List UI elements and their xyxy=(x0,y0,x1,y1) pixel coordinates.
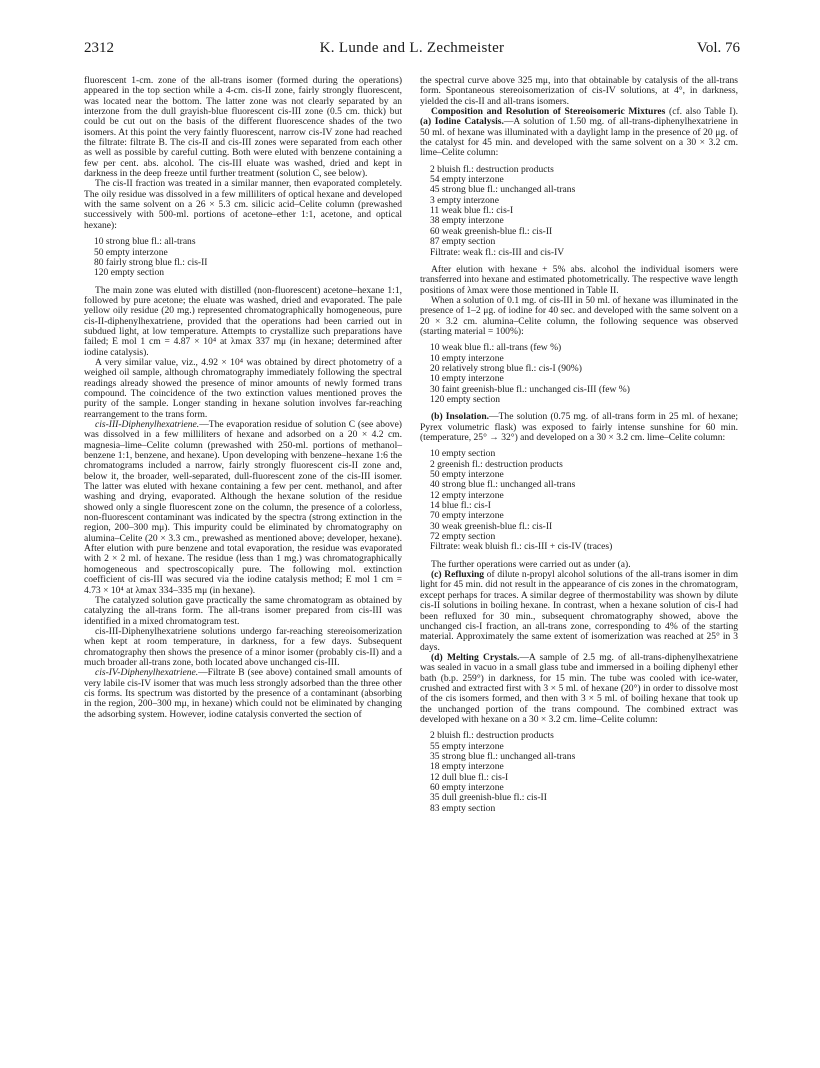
list-item: 2 greenish fl.: destruction products xyxy=(430,458,563,470)
subsection-heading: (c) Refluxing xyxy=(431,569,485,581)
section-heading: cis-IV-Diphenylhexatriene. xyxy=(95,667,199,679)
list-item: 50 empty interzone xyxy=(94,246,168,258)
list-item: 38 empty interzone xyxy=(430,215,504,227)
list-item: 120 empty section xyxy=(430,393,500,405)
list-item: 83 empty section xyxy=(430,802,496,814)
chromatogram-list xyxy=(94,237,402,278)
paragraph: cis-III-Diphenylhexatriene solutions undergo far-reaching stereoisomerization when kept at room temperature, in darkness, for a few days. Subsequent chromatography then shows the presence of a minor isomer (probably cis-II) and a much broader all-trans zone, both located above unchanged cis-III. xyxy=(84,625,402,668)
paragraph-text: —A sample of 2.5 mg. of all-trans-diphenylhexatriene was sealed in vacuo in a small glass tube and immersed in a boiling diphenyl ether bath (b.p. 259°) in darkness, for 15 min. The tube was cooled with ice-water, crushed and extracted first with 3 × 5 ml. of hexane (20°) in order to dissolve most of the cis isomers formed, and then with 3 × 5 ml. of boiling hexane that took up the unchanged portion of the trans compound. The combined extract was developed with hexane on a 30 × 3.2 cm. lime–Celite column: xyxy=(420,651,738,725)
list-item: 54 empty interzone xyxy=(430,174,504,186)
list-item: 12 empty interzone xyxy=(430,489,504,501)
list-item: 45 strong blue fl.: unchanged all-trans xyxy=(430,184,576,196)
list-item: 55 empty interzone xyxy=(430,740,504,752)
list-item: 87 empty section xyxy=(430,236,496,248)
subsection-heading: (d) Melting Crystals. xyxy=(431,651,520,663)
list-item: 35 dull greenish-blue fl.: cis-II xyxy=(430,792,547,804)
list-item: 60 weak greenish-blue fl.: cis-II xyxy=(430,225,553,237)
list-item: 18 empty interzone xyxy=(430,761,504,773)
chromatogram-list xyxy=(430,731,738,814)
subsection-heading: (a) Iodine Catalysis. xyxy=(420,116,504,128)
paragraph: The further operations were carried out as under (a). xyxy=(431,558,631,570)
running-head-authors: K. Lunde and L. Zechmeister xyxy=(319,40,505,56)
list-item: 10 strong blue fl.: all-trans xyxy=(94,236,196,248)
list-item: Filtrate: weak fl.: cis-III and cis-IV xyxy=(430,246,565,258)
page-header xyxy=(84,40,740,62)
list-item: 72 empty section xyxy=(430,531,496,543)
list-item: 10 empty interzone xyxy=(430,373,504,385)
chromatogram-list xyxy=(430,449,738,552)
list-item: 80 fairly strong blue fl.: cis-II xyxy=(94,256,208,268)
paragraph: A very similar value, viz., 4.92 × 10⁴ was obtained by direct photometry of a weighed oil sample, although chromatography immediately following the spectral readings already showed the presence of minor amounts of newly formed trans compound. The coincidence of the two extinction values mentioned proves the purity of the sample. Longer standing in hexane solution involves far-reaching rearrangement to the trans form. xyxy=(84,356,402,420)
list-item: 50 empty interzone xyxy=(430,469,504,481)
paragraph-text: —A solution of 1.50 mg. of all-trans-diphenylhexatriene in 50 ml. of hexane was illuminated with a daylight lamp in the presence of 20 μg. of the catalyst for 45 min. and developed with the same solvent on a 30 × 3.2 cm. lime–Celite column: xyxy=(420,116,738,159)
paragraph xyxy=(420,653,738,725)
list-item: 14 blue fl.: cis-I xyxy=(430,500,491,512)
list-item: 10 weak blue fl.: all-trans (few %) xyxy=(430,342,562,354)
paragraph-text: —Filtrate B (see above) contained small amounts of very labile cis-IV isomer that was much less strongly adsorbed than the three other cis forms. Its spectrum was distorted by the presence of a contaminant (absorbing in the region, 200–300 mμ, in hexane) which could not be eliminated by changing the adsorbing system. However, iodine catalysis converted the section of xyxy=(84,667,402,720)
paragraph-text: of dilute n-propyl alcohol solutions of the all-trans isomer in dim light for 45 min. did not result in the appearance of cis zones in the chromatogram, except perhaps for traces. A similar degree of thermostability was shown by dilute cis-II solutions in boiling hexane. In contrast, when a hexane solution of cis-I had been refluxed for 30 min., subsequent chromatography showed, above the unchanged cis-I fraction, an all-trans zone, corresponding to 4% of the starting material. Approximately the same extent of isomerization was reached at 25° in 3 days. xyxy=(420,569,738,653)
subsection-heading: (b) Insolation. xyxy=(431,411,490,423)
list-item: Filtrate: weak bluish fl.: cis-III + cis-IV (traces) xyxy=(430,541,613,553)
list-item: 70 empty interzone xyxy=(430,510,504,522)
paragraph: the spectral curve above 325 mμ, into that obtainable by catalysis of the all-trans form. Spontaneous stereoisomerization of cis-IV solutions, at 4°, in darkness, yielded the cis-II and all-trans isomers. xyxy=(420,75,738,107)
list-item: 20 relatively strong blue fl.: cis-I (90%) xyxy=(430,362,582,374)
paragraph xyxy=(420,412,738,443)
list-item: 30 weak greenish-blue fl.: cis-II xyxy=(430,520,553,532)
list-item: 40 strong blue fl.: unchanged all-trans xyxy=(430,479,576,491)
paragraph xyxy=(420,107,738,159)
left-column xyxy=(84,76,402,720)
section-heading: Composition and Resolution of Stereoisomeric Mixtures xyxy=(431,106,666,118)
paragraph xyxy=(84,420,402,596)
paragraph xyxy=(84,668,402,720)
paragraph: When a solution of 0.1 mg. of cis-III in 50 ml. of hexane was illuminated in the presence of 1–2 μg. of iodine for 40 sec. and developed with the same solvent on a 20 × 3.2 cm. alumina–Celite column, the following sequence was observed (starting material = 100%): xyxy=(420,294,738,337)
list-item: 12 dull blue fl.: cis-I xyxy=(430,771,509,783)
volume-number: Vol. 76 xyxy=(696,40,740,56)
list-item: 2 bluish fl.: destruction products xyxy=(430,163,554,175)
paragraph: The cis-II fraction was treated in a similar manner, then evaporated completely. The oily residue was dissolved in a few milliliters of optical hexane and developed with the same solvent on a 26 × 5.3 cm. silicic acid–Celite column (prewashed successively with 500-ml. portions of acetone–ether 1:1, acetone, and optical hexane): xyxy=(84,178,402,231)
paragraph-text: —The solution (0.75 mg. of all-trans form in 25 ml. of hexane; Pyrex volumetric flask) was exposed to fairly intense sunshine for 60 min. (temperature, 25° → 32°) and developed on a 30 × 3.2 cm. lime–Celite column: xyxy=(420,411,739,443)
list-item: 11 weak blue fl.: cis-I xyxy=(430,205,514,217)
list-item: 3 empty interzone xyxy=(430,194,499,206)
paragraph-text: —The evaporation residue of solution C (see above) was dissolved in a few milliliters of hexane and adsorbed on a 20 × 4.2 cm. magnesia–lime–Celite column (prewashed with 250-ml. portions of methanol–benzene 1:1, benzene, and hexane). Upon developing with benzene–hexane 1:6 the chromatograms included a narrow, fairly strongly fluorescent cis-II zone and, below it, the broader, well-separated, dull-fluorescent zone of the cis-III isomer. The latter was eluted with hexane containing a few per cent. methanol, and after washing and drying, evaporated. Although the hexane solution of the residue showed only a single fluorescent zone on the column, the presence of a colorless, non-fluorescent contaminant was indicated by the spectra (strong extinction in the region, 200–300 mμ). This impurity could be eliminated by chromatography on alumina–Celite (20 × 3.3 cm., prewashed as mentioned above; developer, hexane). After elution with pure benzene and total evaporation, the residue was evaporated with 2 × 2 ml. of hexane. The residue (less than 1 mg.) was chromatographically homogeneous and spectroscopically pure. The following mol. extinction coefficient of cis-III was secured via the iodine catalysis method; E mol 1 cm = 4.73 × 10⁴ at λmax 334–335 mμ (in hexane). xyxy=(84,419,402,596)
list-item: 10 empty section xyxy=(430,448,496,460)
list-item: 30 faint greenish-blue fl.: unchanged cis-III (few %) xyxy=(430,383,630,395)
section-heading: cis-III-Diphenylhexatriene. xyxy=(95,419,200,430)
paragraph: The catalyzed solution gave practically the same chromatogram as obtained by catalyzing the all-trans form. The all-trans isomer prepared from cis-III was identified in a mixed chromatogram test. xyxy=(84,594,402,627)
list-item: 2 bluish fl.: destruction products xyxy=(430,730,554,742)
list-item: 35 strong blue fl.: unchanged all-trans xyxy=(430,750,576,762)
chromatogram-list xyxy=(430,343,738,405)
list-item: 120 empty section xyxy=(94,267,164,279)
list-item: 10 empty interzone xyxy=(430,352,504,364)
paragraph: After elution with hexane + 5% abs. alcohol the individual isomers were transferred into hexane and estimated photometrically. The respective wave length positions of λmax were those mentioned in Table II. xyxy=(420,263,738,296)
paragraph xyxy=(420,570,738,653)
list-item: 60 empty interzone xyxy=(430,782,504,793)
page-number: 2312 xyxy=(84,40,114,56)
paragraph: The main zone was eluted with distilled (non-fluorescent) acetone–hexane 1:1, followed by pure acetone; the eluate was washed, dried and evaporated. The pale yellow oily residue (20 mg.) represented chromatographically homogeneous, pure cis-II-diphenylhexatriene, provided that the operations had been carried out in subdued light, at low temperature. Attempts to crystallize such preparations have failed; E mol 1 cm = 4.87 × 10⁴ at λmax 337 mμ (in hexane; determined after iodine catalysis). xyxy=(84,284,402,358)
chromatogram-list xyxy=(430,165,738,258)
right-column xyxy=(420,76,738,821)
paragraph: fluorescent 1-cm. zone of the all-trans isomer (formed during the operations) appeared in the top section while a 4-cm. cis-II zone, fairly strongly fluorescent, was located near the bottom. The latter zone was not clearly separated by an interzone from the dull grayish-blue fluorescent cis-III zone (0.5 cm. thick) but could be cut out on the basis of the different fluorescence shades of the two isomers. At this point the very faintly fluorescent, narrow cis-IV zone had reached the filtrate: filtrate B. The cis-II and cis-III zones were separated from each other as well as possible by careful cutting. Both were eluted with benzene containing a few per cent. abs. alcohol. The cis-III eluate was washed, dried and kept in darkness in the deep freeze until further treatment (solution C, see below). xyxy=(84,75,402,180)
paragraph-text: (cf. also Table I). xyxy=(665,106,739,118)
